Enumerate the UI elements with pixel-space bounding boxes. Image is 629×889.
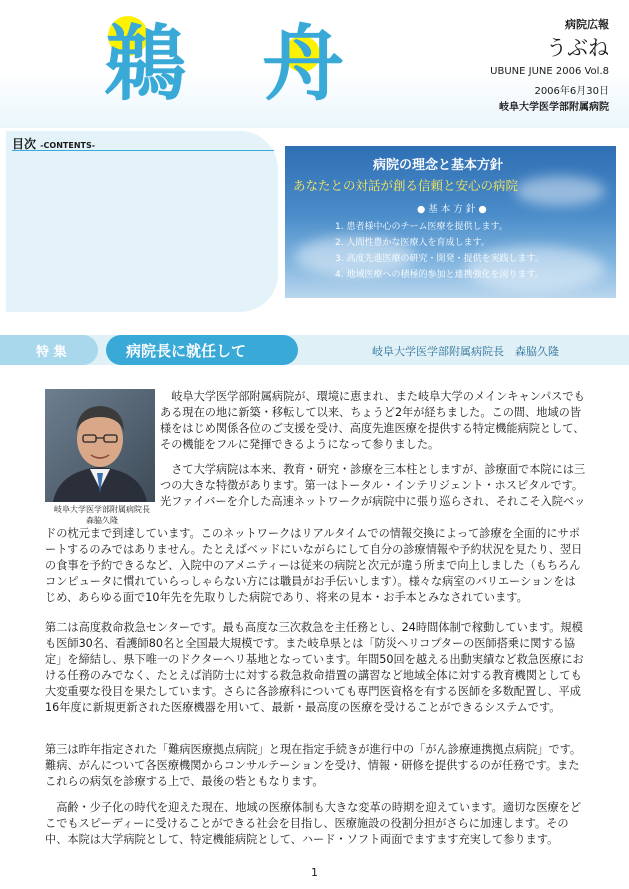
philosophy-panel — [285, 146, 616, 298]
masthead — [0, 0, 629, 128]
article-paragraph — [45, 742, 586, 790]
page-number: 1 — [311, 866, 318, 879]
newsletter-name: うぶね — [546, 36, 609, 60]
feature-tag: 特 集 — [36, 345, 67, 360]
policy-item: 2. 人間性豊かな医療人を育成します。 — [335, 238, 490, 248]
policy-heading: ● 基 本 方 針 ● — [417, 204, 487, 215]
policy-item: 4. 地域医療への積極的参加と連携強化を図ります。 — [335, 270, 544, 280]
article-paragraph — [160, 389, 586, 453]
toc-divider — [12, 150, 274, 151]
article-paragraph — [160, 462, 586, 510]
director-photo — [45, 389, 155, 502]
policy-list — [335, 219, 544, 283]
philosophy-slogan: あなたとの対話が創る信頼と安心の病院 — [293, 178, 519, 193]
photo-caption — [44, 504, 160, 526]
toc-heading-jp: 目次 — [12, 137, 37, 151]
paragraph-text: 岐阜大学医学部附属病院が、環境に恵まれ、また岐阜大学のメインキャンパスでもある現在の地に新築・移転して以来、ちょうど2年が経ちました。この間、地域の皆様をはじめ関係各位のご支援を受け、高度先進医療を提供する特定機能病院として、その機能をフルに発揮できるようになって参りました。 — [160, 390, 585, 451]
paragraph-text: 高齢・少子化の時代を迎えた現在、地域の医療体制も大きな変革の時期を迎えています。適切な医療をどこでもスピーディーに受けることができる社会を目指し、医療施設の役割分担がさらに加速します。その中、本院は大学病院として、特定機能病院として、ハード・ソフト両面でますます充実して参ります。 — [45, 801, 582, 846]
issue-date: 2006年6月30日 — [534, 86, 609, 97]
publisher: 岐阜大学医学部附属病院 — [499, 102, 609, 113]
issue-label: UBUNE JUNE 2006 Vol.8 — [490, 66, 609, 77]
toc-heading-en: -CONTENTS- — [40, 141, 96, 150]
paragraph-text: 第二は高度救命救急センターです。最も高度な三次救急を主任務とし、24時間体制で稼動しています。規模も医師30名、看護師80名と全国最大規模です。また岐阜県とは「防災ヘリコプターの医師搭乗に関する協定」を締結し、県下唯一のドクターヘリ基地となっています。年間50回を越える出動実績など救急医療における任務のみでなく、たとえば消防士に対する救急救命措置の講習など地域全体に対する教育機関としても大変重要な役目を果たしています。さらに各診療科についても専門医資格を有する医師を多数配置し、平成16年度に新規更新された医療機器を用いて、最新・最高度の医療を受けることができるシステムです。 — [45, 621, 584, 714]
policy-item: 1. 患者様中心のチーム医療を提供します。 — [335, 222, 508, 232]
article-paragraph — [45, 800, 586, 848]
policy-item: 3. 高度先進医療の研究・開発・提供を実践します。 — [335, 254, 544, 264]
table-of-contents — [6, 131, 278, 312]
article-paragraph-continued — [45, 526, 586, 606]
feature-title: 病院長に就任して — [126, 342, 247, 360]
photo-caption-name: 森脇久隆 — [86, 516, 118, 525]
philosophy-title: 病院の理念と基本方針 — [373, 158, 504, 173]
feature-author: 岐阜大学医学部附属病院長 森脇久隆 — [372, 345, 559, 358]
article-paragraph — [45, 620, 586, 716]
paragraph-text: ドの枕元まで到達しています。このネットワークはリアルタイムでの情報交換によって診療を全面的にサポートするのみではありません。たとえばベッドにいながらにして自分の診療情報や予約状況を見たり、翌日の食事を予約できるなど、入院中のアメニティーは従来の病院と次元が違う所まで向上しました（もちろんコンピュータに慣れていらっしゃらない方には職員がお手伝いします）。様々な病室のバリエーションをはじめ、あらゆる面で10年先を先取りした病院であり、将来の見本・お手本とみなされています。 — [45, 527, 583, 604]
masthead-title-char-2: 舟 — [262, 17, 345, 112]
cloud-decoration — [515, 176, 605, 206]
paragraph-text: 第三は昨年指定された「難病医療拠点病院」と現在指定手続きが進行中の「がん診療連携拠点病院」です。難病、がんについて各医療機関からコンサルテーションを受け、情報・研修を提供するのが任務です。またこれらの病気を診療する上で、最後の砦ともなります。 — [45, 743, 582, 788]
photo-caption-title: 岐阜大学医学部附属病院長 — [54, 505, 150, 514]
newsletter-type: 病院広報 — [565, 18, 609, 31]
masthead-title-char-1: 鵜 — [104, 17, 187, 112]
paragraph-text: さて大学病院は本来、教育・研究・診療を三本柱としますが、診療面で本院には三つの大きな特徴があります。第一はトータル・インテリジェント・ホスピタルです。光ファイバーを介した高速ネットワークが病院中に張り巡らされ、それこそ入院ベッ — [160, 463, 586, 508]
portrait-icon — [45, 389, 155, 502]
